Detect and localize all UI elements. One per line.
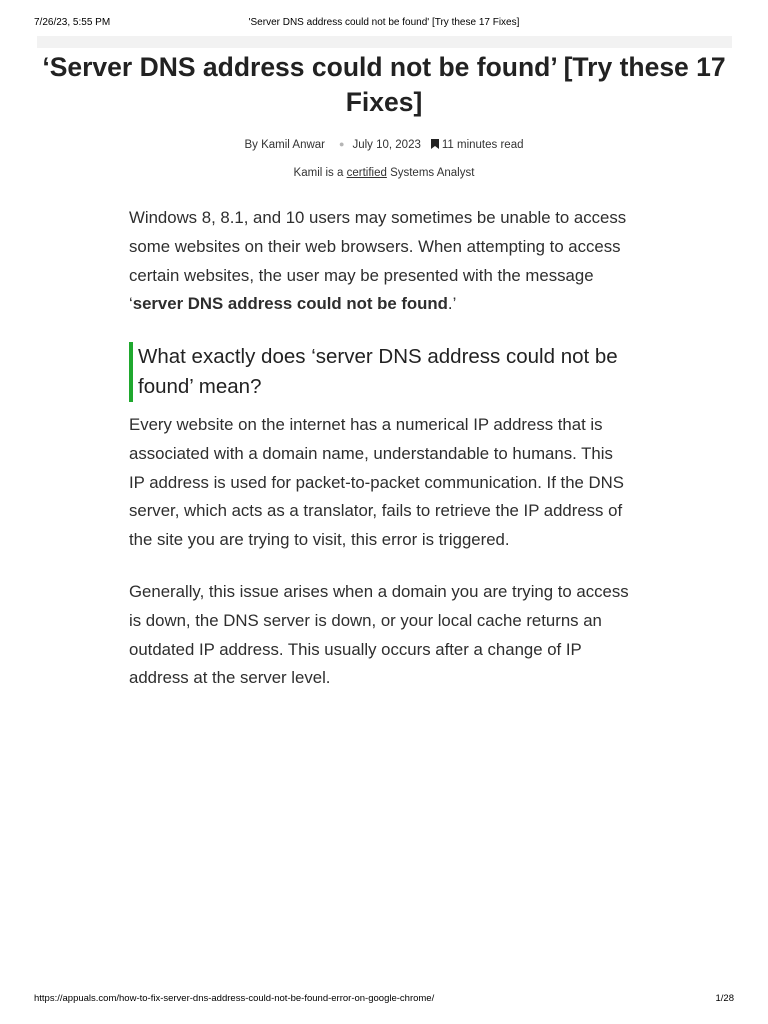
paragraph-text: Every website on the internet has a numerical IP address that is associated with a domain name, understandable to humans. This IP address is used for packet-to-packet communication. If the DNS server, which acts as a translator, fails to retrieve the IP address of the site you are trying to visit, this error is triggered. <box>129 415 624 550</box>
intro-end: .’ <box>447 294 457 314</box>
print-header <box>34 17 734 31</box>
intro-text: Windows 8, 8.1, and 10 users may sometimes be unable to access some websites on their web browsers. When attempting to access certain websites, the user may be presented with the message ‘ <box>129 208 627 314</box>
print-footer <box>34 993 734 1007</box>
author-credential <box>0 166 768 180</box>
intro-error-message: server DNS address could not be found <box>132 294 448 314</box>
publish-date: July 10, 2023 <box>352 139 421 151</box>
dot-icon: ● <box>339 139 345 149</box>
page-number: 1/28 <box>715 993 734 1004</box>
byline-suffix: Systems Analyst <box>386 167 475 179</box>
print-page-title: 'Server DNS address could not be found' [Try these 17 Fixes] <box>248 17 520 28</box>
author-link[interactable]: By Kamil Anwar <box>244 139 326 151</box>
page-url: https://appuals.com/how-to-fix-server-dns-address-could-not-be-found-error-on-google-chrome/ <box>34 993 435 1004</box>
article-meta <box>0 137 768 152</box>
read-time: 11 minutes read <box>441 139 524 151</box>
paragraph-text: Generally, this issue arises when a domain you are trying to access is down, the DNS server is down, or your local cache returns an outdated IP address. This usually occurs after a change of IP address at the server level. <box>129 582 629 688</box>
intro-paragraph <box>129 204 629 319</box>
header-divider-bar <box>37 36 732 48</box>
article-title: ‘Server DNS address could not be found’ [Try these 17 Fixes] <box>42 52 726 117</box>
print-timestamp: 7/26/23, 5:55 PM <box>34 17 111 28</box>
section-heading: What exactly does ‘server DNS address could not be found’ mean? <box>129 342 626 402</box>
body-paragraph-2 <box>129 578 629 693</box>
bookmark-icon <box>431 139 439 149</box>
body-paragraph-1 <box>129 411 629 555</box>
certified-link[interactable]: certified <box>346 167 387 179</box>
byline-prefix: Kamil is a <box>293 167 347 179</box>
